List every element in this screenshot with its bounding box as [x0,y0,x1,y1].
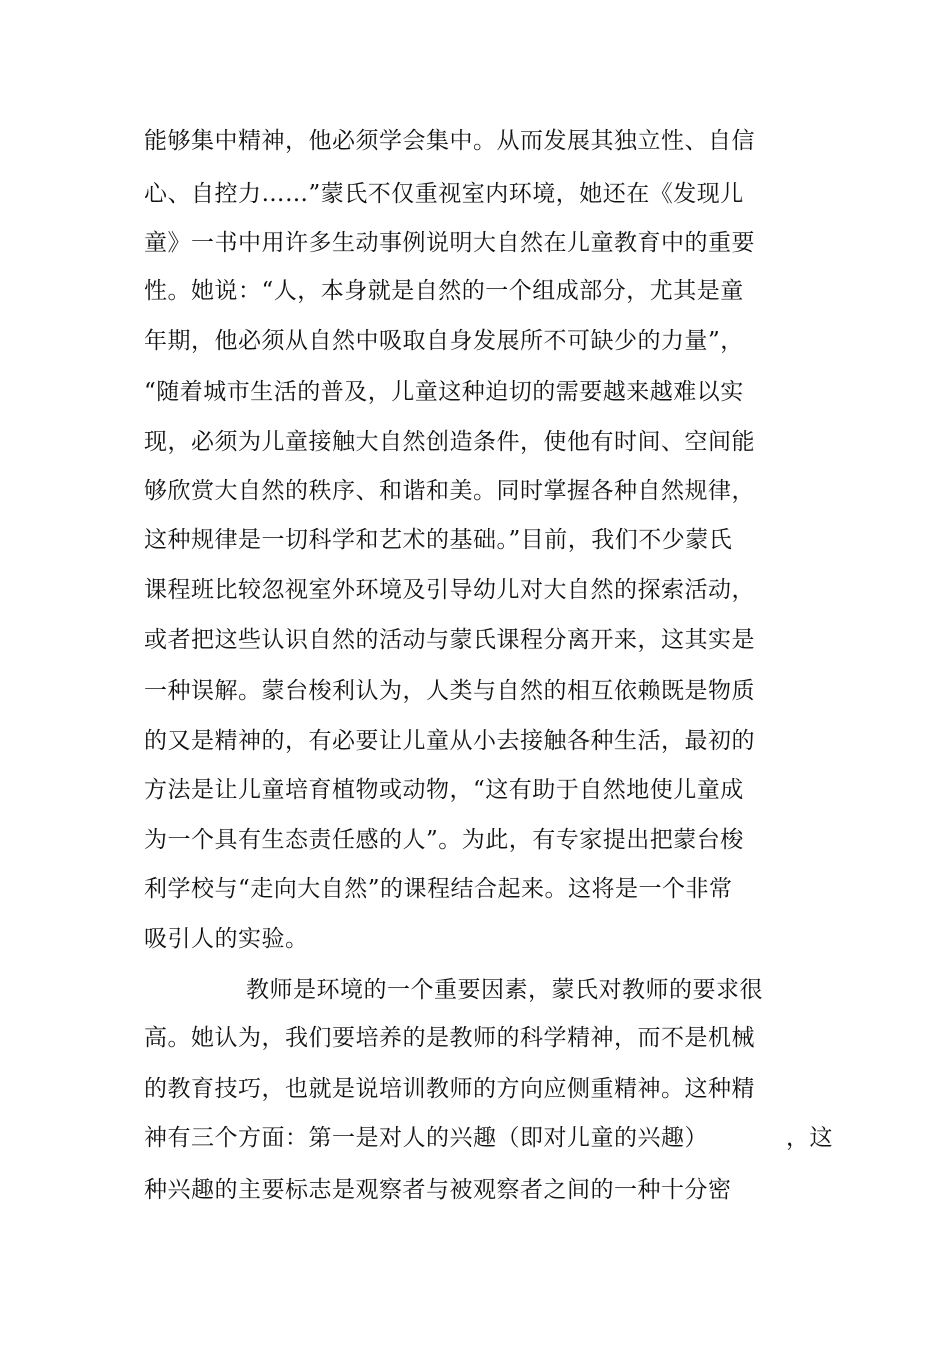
text-line: 一种误解。蒙台梭利认为，人类与自然的相互依赖既是物质 [144,678,755,704]
text-line: 吸引人的实验。 [144,926,309,952]
text-line: 能够集中精神，他必须学会集中。从而发展其独立性、自信 [144,128,755,154]
text-line: 的教育技巧，也就是说培训教师的方向应侧重精神。这种精 [144,1076,755,1102]
text-line: 性。她说：“人，本身就是自然的一个组成部分，尤其是童 [144,278,744,304]
text-segment: 神有三个方面：第一是对人的兴趣（即对儿童的兴趣） [144,1125,708,1151]
text-line: 种兴趣的主要标志是观察者与被观察者之间的一种十分密 [144,1177,732,1203]
text-line: 或者把这些认识自然的活动与蒙氏课程分离开来，这其实是 [144,627,755,653]
text-line: 够欣赏大自然的秩序、和谐和美。同时掌握各种自然规律， [144,478,755,504]
text-line: 童》一书中用许多生动事例说明大自然在儿童教育中的重要 [144,230,755,256]
text-line: 为一个具有生态责任感的人”。为此，有专家提出把蒙台梭 [144,827,744,853]
text-line: 方法是让儿童培育植物或动物，“这有助于自然地使儿童成 [144,777,744,803]
text-line-with-gap [144,1123,833,1153]
text-line: 的又是精神的，有必要让儿童从小去接触各种生活，最初的 [144,728,755,754]
text-line: 这种规律是一切科学和艺术的基础。”目前，我们不少蒙氏 [144,527,733,553]
text-line: 课程班比较忽视室外环境及引导幼儿对大自然的探索活动， [144,577,755,603]
paragraph-first-line: 教师是环境的一个重要因素，蒙氏对教师的要求很 [246,977,763,1003]
text-segment: ，这 [786,1125,833,1151]
text-line: 利学校与“走向大自然”的课程结合起来。这将是一个非常 [144,876,733,902]
text-line: 高。她认为，我们要培养的是教师的科学精神，而不是机械 [144,1025,755,1051]
text-line: 现，必须为儿童接触大自然创造条件，使他有时间、空间能 [144,429,755,455]
text-line: 年期，他必须从自然中吸取自身发展所不可缺少的力量”， [144,328,744,354]
text-line: 心、自控力……”蒙氏不仅重视室内环境，她还在《发现儿 [144,181,744,207]
text-line: “随着城市生活的普及，儿童这种迫切的需要越来越难以实 [144,379,744,405]
